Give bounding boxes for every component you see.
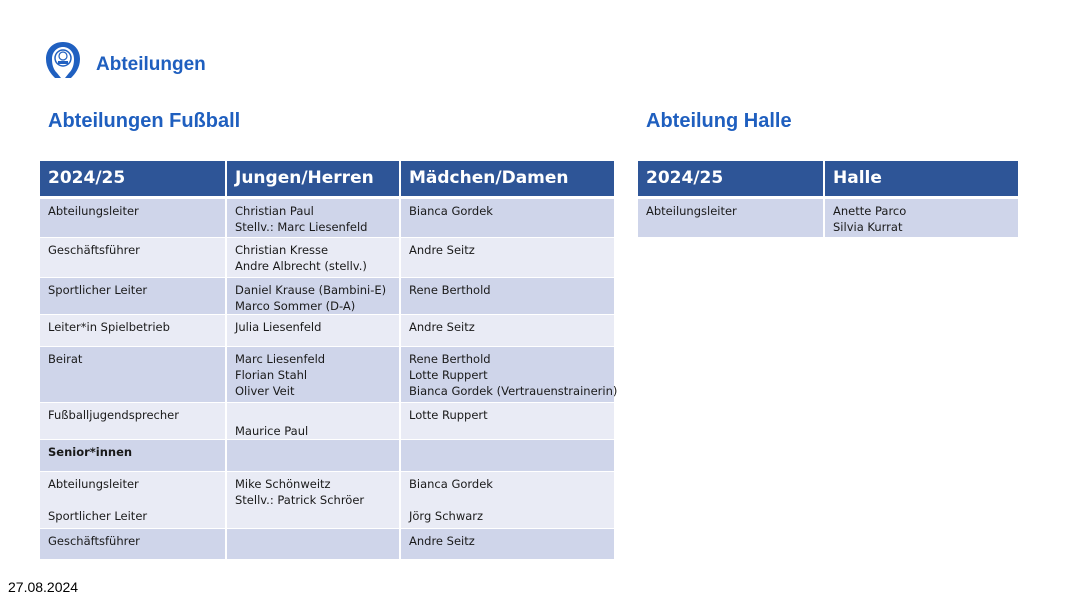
cell-text: Andre Seitz	[409, 319, 475, 334]
role-cell	[40, 439, 226, 471]
column-header-hall: Halle	[824, 161, 1018, 197]
cell-text: Leiter*in Spielbetrieb	[48, 319, 170, 334]
football-section-title: Abteilungen Fußball	[48, 110, 241, 132]
girls-women-cell	[400, 439, 614, 471]
table-row	[40, 528, 614, 559]
cell-text: Anette Parco	[833, 203, 907, 218]
boys-men-cell	[226, 402, 400, 439]
girls-women-cell	[400, 277, 614, 314]
cell-text: Marco Sommer (D-A)	[235, 298, 356, 313]
girls-women-cell	[400, 528, 614, 559]
role-cell	[40, 277, 226, 314]
role-cell	[40, 402, 226, 439]
column-header-boys-men: Jungen/Herren	[226, 161, 400, 197]
cell-text: Lotte Ruppert	[409, 367, 488, 382]
boys-men-cell	[226, 528, 400, 559]
cell-text: Lotte Ruppert	[409, 407, 488, 422]
cell-text: Mike Schönweitz	[235, 476, 331, 491]
role-cell	[40, 528, 226, 559]
role-cell	[40, 314, 226, 346]
boys-men-cell	[226, 197, 400, 237]
cell-text: Florian Stahl	[235, 367, 308, 382]
cell-text: Beirat	[48, 351, 83, 366]
table-row	[40, 439, 614, 471]
column-header-season: 2024/25	[638, 161, 824, 197]
role-cell	[40, 197, 226, 237]
cell-text: Bianca Gordek (Vertrauenstrainerin)	[409, 383, 618, 398]
hall-section-title: Abteilung Halle	[646, 110, 792, 132]
girls-women-cell	[400, 471, 614, 528]
girls-women-cell	[400, 346, 618, 402]
cell-text: Christian Kresse	[235, 242, 329, 257]
cell-text: Daniel Krause (Bambini-E)	[235, 282, 387, 297]
boys-men-cell	[226, 277, 400, 314]
cell-text: Bianca Gordek	[409, 476, 493, 491]
table-row	[40, 277, 614, 314]
column-header-season: 2024/25	[40, 161, 226, 197]
cell-text: Andre Seitz	[409, 533, 475, 548]
cell-text: Abteilungsleiter	[646, 203, 737, 218]
cell-text: Senior*innen	[48, 444, 133, 459]
column-header-girls-women: Mädchen/Damen	[400, 161, 614, 197]
table-row	[40, 402, 614, 439]
girls-women-cell	[400, 237, 614, 277]
cell-text: Andre Albrecht (stellv.)	[235, 258, 367, 273]
cell-text: Stellv.: Patrick Schröer	[235, 492, 365, 507]
cell-text: Oliver Veit	[235, 383, 295, 398]
cell-text	[235, 407, 391, 423]
club-crest-logo	[44, 40, 82, 80]
girls-women-cell	[400, 314, 614, 346]
cell-text: Maurice Paul	[235, 423, 309, 438]
table-row	[40, 346, 614, 402]
cell-text: Geschäftsführer	[48, 533, 140, 548]
table-row	[638, 197, 1018, 237]
role-cell	[40, 346, 226, 402]
girls-women-cell	[400, 402, 614, 439]
football-table	[40, 161, 618, 560]
footer-date: 27.08.2024	[8, 579, 79, 595]
cell-text	[409, 492, 606, 508]
table-row	[40, 197, 614, 237]
boys-men-cell	[226, 237, 400, 277]
cell-text: Christian Paul	[235, 203, 314, 218]
cell-text: Andre Seitz	[409, 242, 475, 257]
cell-text	[48, 492, 217, 508]
cell-text: Geschäftsführer	[48, 242, 140, 257]
cell-text: Jörg Schwarz	[409, 508, 484, 523]
cell-text: Silvia Kurrat	[833, 219, 903, 234]
table-row	[40, 237, 614, 277]
cell-text: Abteilungsleiter	[48, 203, 139, 218]
table-row	[40, 471, 614, 528]
boys-men-cell	[226, 346, 400, 402]
cell-text: Sportlicher Leiter	[48, 282, 148, 297]
hall-names-cell	[824, 197, 1018, 237]
cell-text: Abteilungsleiter	[48, 476, 139, 491]
cell-text: Marc Liesenfeld	[235, 351, 326, 366]
cell-text: Stellv.: Marc Liesenfeld	[235, 219, 368, 234]
page-title: Abteilungen	[96, 54, 206, 75]
role-cell	[40, 471, 226, 528]
boys-men-cell	[226, 471, 400, 528]
cell-text: Fußballjugendsprecher	[48, 407, 179, 422]
hall-table	[638, 161, 1018, 238]
role-cell	[40, 237, 226, 277]
boys-men-cell	[226, 314, 400, 346]
table-header-row	[40, 161, 614, 197]
table-header-row	[638, 161, 1018, 197]
cell-text: Rene Berthold	[409, 351, 491, 366]
table-row	[40, 314, 614, 346]
role-cell	[638, 197, 824, 237]
girls-women-cell	[400, 197, 614, 237]
cell-text: Bianca Gordek	[409, 203, 493, 218]
cell-text: Julia Liesenfeld	[235, 319, 322, 334]
cell-text: Sportlicher Leiter	[48, 508, 148, 523]
boys-men-cell	[226, 439, 400, 471]
cell-text: Rene Berthold	[409, 282, 491, 297]
